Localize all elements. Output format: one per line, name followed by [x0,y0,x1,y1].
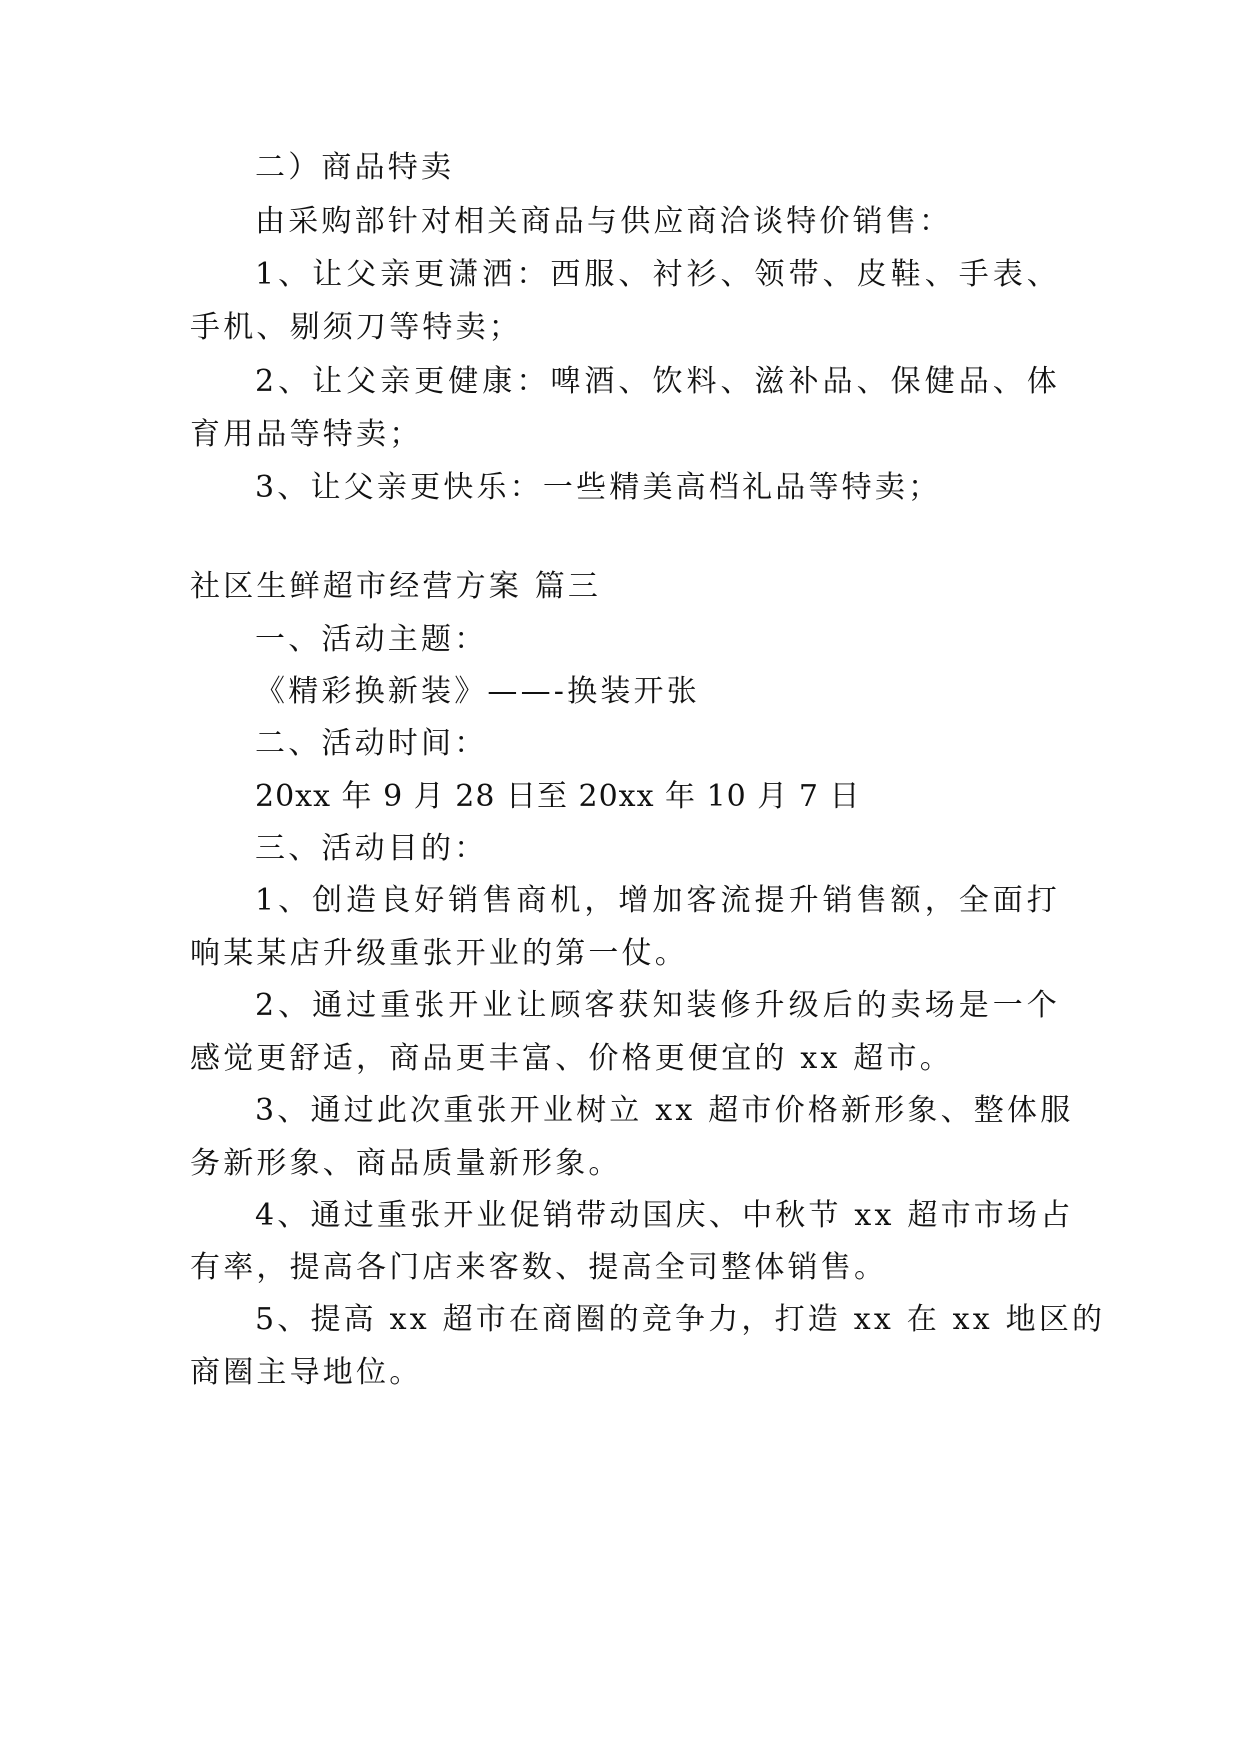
time-label: 二、活动时间： [255,726,488,761]
item3: 3、让父亲更快乐：一些精美高档礼品等特卖； [255,470,942,505]
goal4-line2: 有率，提高各门店来客数、提高全司整体销售。 [190,1250,888,1285]
item2-line1: 2、让父亲更健康：啤酒、饮料、滋补品、保健品、体 [255,364,1060,399]
section-two-heading: 二）商品特卖 [255,150,455,185]
goal3-line1: 3、通过此次重张开业树立 xx 超市价格新形象、整体服 [255,1093,1074,1128]
item1-line2: 手机、剔须刀等特卖； [190,310,522,345]
goal1-line1: 1、创造良好销售商机，增加客流提升销售额，全面打 [255,883,1060,918]
goal3-line2: 务新形象、商品质量新形象。 [190,1146,622,1181]
theme-label: 一、活动主题： [255,622,488,657]
item1-line1: 1、让父亲更潇洒：西服、衬衫、领带、皮鞋、手表、 [255,257,1060,292]
section-two-intro: 由采购部针对相关商品与供应商洽谈特价销售： [255,204,953,239]
goal5-line2: 商圈主导地位。 [190,1355,423,1390]
goal1-line2: 响某某店升级重张开业的第一仗。 [190,936,688,971]
goal5-line1: 5、提高 xx 超市在商圈的竞争力，打造 xx 在 xx 地区的 [255,1302,1106,1337]
goal-label: 三、活动目的： [255,831,488,866]
time-value: 20xx 年 9 月 28 日至 20xx 年 10 月 7 日 [255,779,861,814]
item2-line2: 育用品等特卖； [190,417,423,452]
goal4-line1: 4、通过重张开业促销带动国庆、中秋节 xx 超市市场占 [255,1198,1074,1233]
goal2-line1: 2、通过重张开业让顾客获知装修升级后的卖场是一个 [255,988,1060,1023]
theme-value: 《精彩换新装》——-换装开张 [255,674,700,709]
goal2-line2: 感觉更舒适，商品更丰富、价格更便宜的 xx 超市。 [190,1041,953,1076]
section-three-title: 社区生鲜超市经营方案 篇三 [190,569,602,604]
